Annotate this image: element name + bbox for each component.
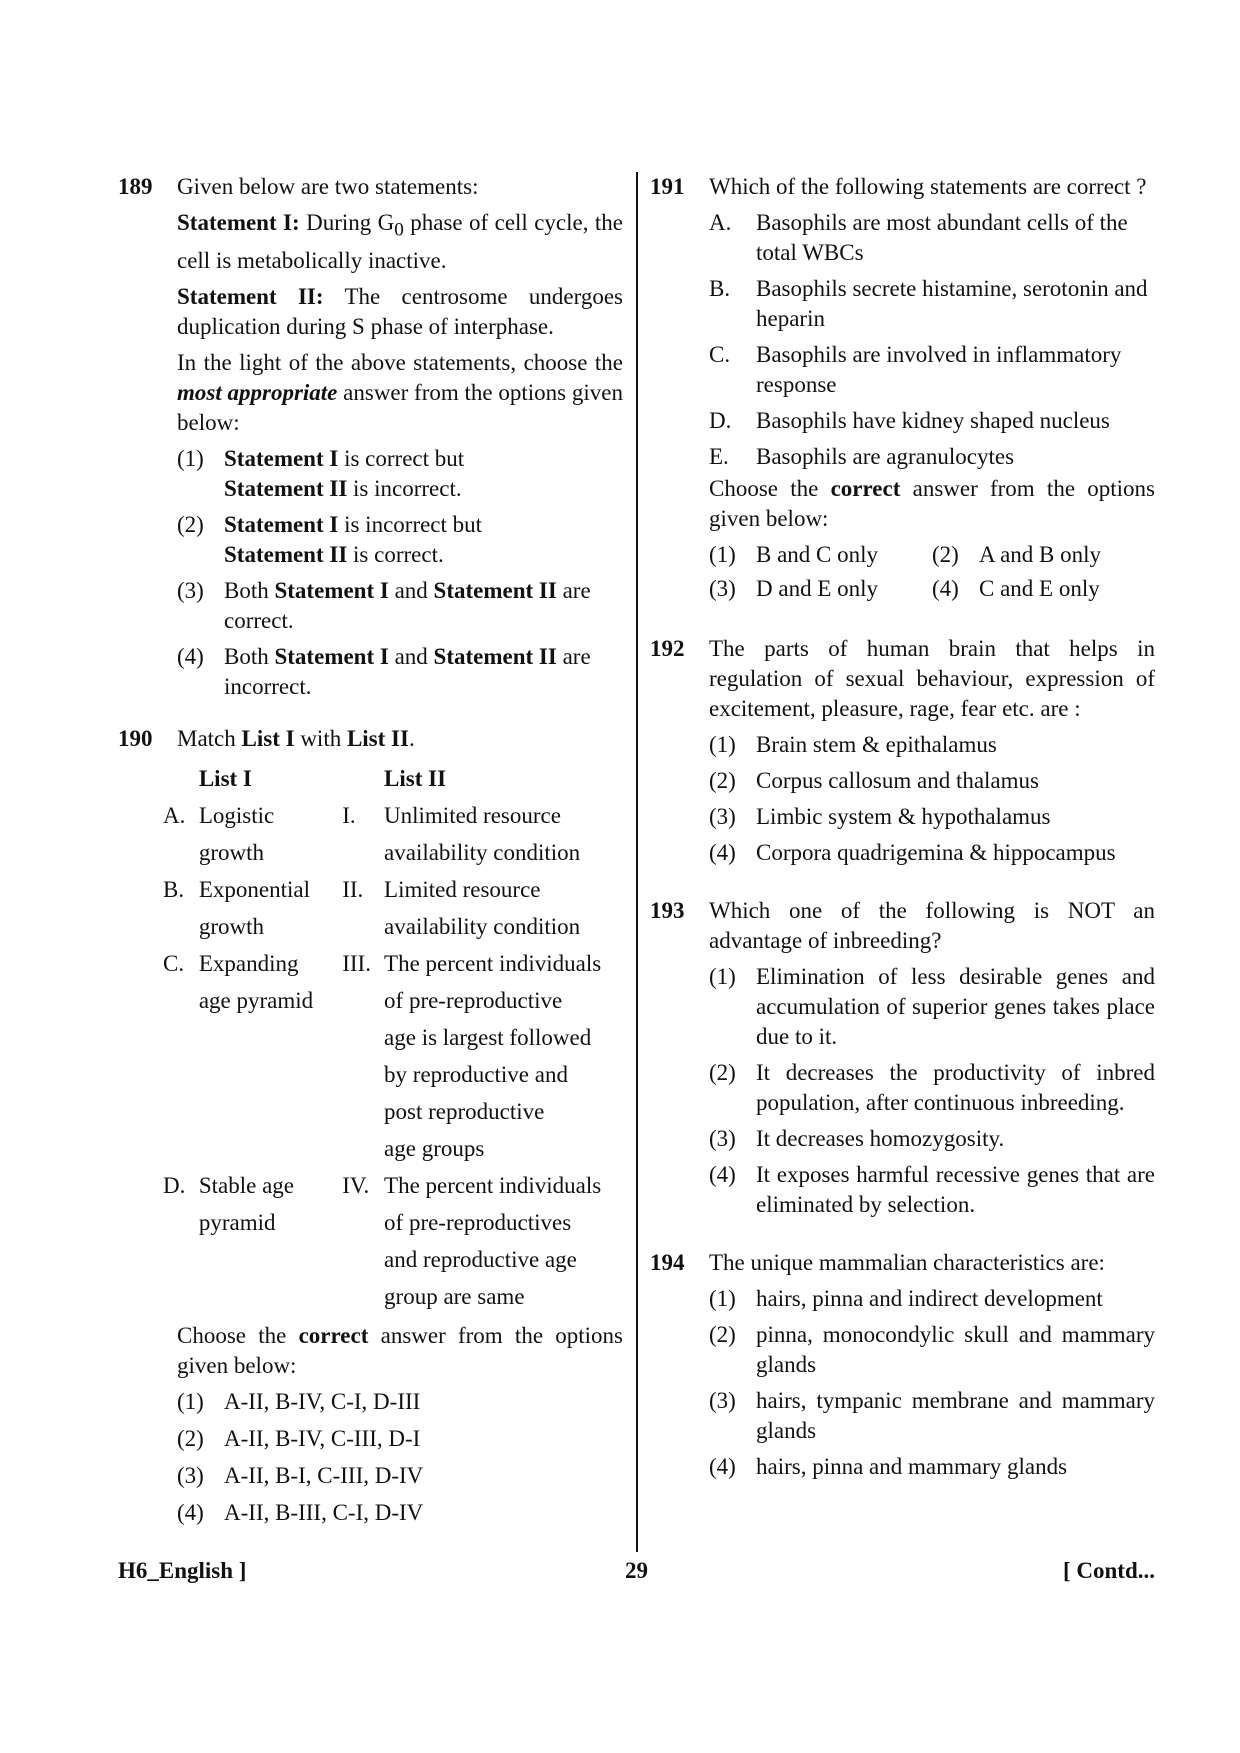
footer-contd: [ Contd... — [1062, 1558, 1155, 1583]
option-3[interactable] — [709, 574, 932, 604]
instruction-text: answer from the options given below: — [709, 476, 1155, 531]
statement-label: Statement II: — [177, 283, 324, 309]
option-key: (2) — [709, 768, 736, 793]
option-3[interactable] — [709, 802, 1155, 832]
item-line: of pre-reproductive — [384, 987, 563, 1013]
match-row-b — [163, 871, 623, 945]
option-text: is incorrect but — [338, 511, 483, 537]
instruction — [709, 474, 1155, 534]
statement-1 — [177, 208, 623, 276]
option-text: Both — [224, 643, 275, 669]
question-190 — [118, 724, 623, 1528]
item-key: B. — [709, 276, 731, 301]
option-2[interactable] — [932, 540, 1155, 570]
match-header — [163, 760, 623, 797]
option-1[interactable] — [177, 1387, 623, 1417]
option-text: A-II, B-III, C-I, D-IV — [224, 1499, 424, 1525]
item-line: The percent individuals — [384, 1172, 602, 1198]
option-text: B and C only — [756, 542, 879, 567]
option-row — [709, 540, 1155, 570]
item-line: group are same — [384, 1283, 525, 1309]
row-key: D. — [163, 1172, 186, 1198]
option-text: Limbic system & hypothalamus — [756, 804, 1051, 829]
option-text: is correct but — [338, 445, 465, 471]
subscript: 0 — [394, 219, 404, 241]
left-column — [118, 172, 623, 1535]
question-191 — [650, 172, 1155, 604]
instruction-emphasis: most appropriate — [177, 379, 338, 405]
question-number: 192 — [650, 636, 685, 661]
question-stem: The unique mammalian characteristics are: — [709, 1250, 1105, 1275]
row-key: III. — [342, 950, 371, 976]
question-189 — [118, 172, 623, 702]
option-1[interactable] — [709, 730, 1155, 760]
option-key: (1) — [177, 1388, 204, 1414]
option-2[interactable] — [177, 510, 623, 570]
item-line: availability condition — [384, 913, 581, 939]
option-text: Corpus callosum and thalamus — [756, 768, 1039, 793]
stem-text: . — [408, 725, 415, 751]
row-key: IV. — [342, 1172, 370, 1198]
option-text: is correct. — [347, 541, 444, 567]
option-1[interactable] — [177, 444, 623, 504]
option-key: (4) — [177, 643, 204, 669]
statement-text: The centrosome undergoes duplication during S phase of interphase. — [177, 283, 623, 339]
instruction — [177, 1321, 623, 1381]
option-3[interactable] — [177, 576, 623, 636]
item-text: Basophils secrete histamine, serotonin and heparin — [756, 276, 1148, 331]
page-footer — [118, 1556, 1155, 1590]
row-key: II. — [342, 876, 364, 902]
instruction-text: Choose the — [709, 476, 831, 501]
option-4[interactable] — [709, 838, 1155, 868]
item-line: by reproductive and — [384, 1061, 568, 1087]
option-4[interactable] — [709, 1452, 1155, 1482]
question-number: 189 — [118, 174, 153, 199]
question-192 — [650, 634, 1155, 868]
item-line: post reproductive — [384, 1098, 545, 1124]
statement-a — [709, 208, 1155, 268]
list-2-item — [384, 945, 623, 1167]
item-line: Expanding — [198, 950, 299, 976]
option-text: are correct. — [224, 577, 591, 633]
option-key: (4) — [709, 1162, 736, 1187]
list-2-item — [384, 1167, 623, 1315]
option-text: hairs, pinna and mammary glands — [756, 1454, 1068, 1479]
option-key: (3) — [709, 1126, 736, 1151]
item-line: and reproductive age — [384, 1246, 577, 1272]
match-row-a — [163, 797, 623, 871]
option-text: It decreases homozygosity. — [756, 1126, 1005, 1151]
option-1[interactable] — [709, 1284, 1155, 1314]
option-text: pinna, monocondylic skull and mammary glands — [756, 1322, 1155, 1377]
stem-bold: List II — [346, 725, 409, 751]
question-number: 193 — [650, 898, 685, 923]
item-text: Basophils are agranulocytes — [756, 444, 1015, 469]
option-bold: Statement II — [433, 577, 557, 603]
option-key: (2) — [932, 542, 959, 567]
statement-text: During G — [299, 210, 395, 235]
item-line: growth — [198, 913, 265, 939]
item-line: Exponential — [198, 876, 310, 902]
list-1-item — [199, 871, 342, 945]
question-number: 191 — [650, 174, 685, 199]
question-193 — [650, 896, 1155, 1220]
item-line: of pre-reproductives — [384, 1209, 572, 1235]
option-key: (4) — [709, 1454, 736, 1479]
option-text: A and B only — [979, 542, 1102, 567]
option-3[interactable] — [709, 1386, 1155, 1446]
option-text: hairs, tympanic membrane and mammary glands — [756, 1388, 1155, 1443]
option-key: (1) — [709, 1286, 736, 1311]
column-divider — [636, 172, 638, 1552]
option-2[interactable] — [177, 1424, 623, 1454]
match-table — [163, 760, 623, 1315]
item-line: growth — [198, 839, 265, 865]
item-line: age is largest followed — [384, 1024, 592, 1050]
item-key: C. — [709, 342, 731, 367]
option-key: (1) — [709, 732, 736, 757]
option-text: Elimination of less desirable genes and accumulation of superior genes takes place due to it. — [756, 964, 1155, 1049]
option-3[interactable] — [709, 1124, 1155, 1154]
option-text: hairs, pinna and indirect development — [756, 1286, 1103, 1311]
stem-text: Match — [177, 725, 242, 751]
option-key: (2) — [177, 511, 204, 537]
statement-c — [709, 340, 1155, 400]
stem-text: with — [294, 725, 347, 751]
question-stem: Which one of the following is NOT an advantage of inbreeding? — [709, 898, 1155, 953]
option-1[interactable] — [709, 962, 1155, 1052]
statement-d — [709, 406, 1155, 436]
instruction-text: answer from the options given below: — [177, 379, 623, 435]
list-1-item — [199, 945, 342, 1167]
question-number: 194 — [650, 1250, 685, 1275]
item-line: availability condition — [384, 839, 581, 865]
option-key: (1) — [709, 542, 736, 567]
option-key: (4) — [932, 576, 959, 601]
option-key: (1) — [177, 445, 204, 471]
option-key: (3) — [177, 577, 204, 603]
footer-code: H6_English ] — [118, 1558, 247, 1583]
option-3[interactable] — [177, 1461, 623, 1491]
item-key: D. — [709, 408, 732, 433]
row-key: I. — [342, 802, 356, 828]
option-key: (3) — [709, 576, 736, 601]
instruction — [177, 348, 623, 438]
item-line: age groups — [384, 1135, 485, 1161]
option-2[interactable] — [709, 1320, 1155, 1380]
stem-bold: List I — [241, 725, 295, 751]
list-1-header: List I — [198, 765, 252, 791]
list-2-item — [384, 871, 623, 945]
option-bold: Statement II — [224, 475, 348, 501]
list-1-item — [199, 1167, 342, 1315]
option-text: are incorrect. — [224, 643, 591, 699]
statement-label: Statement I: — [177, 210, 300, 235]
right-column — [650, 172, 1155, 1488]
statement-e — [709, 442, 1155, 472]
item-line: The percent individuals — [384, 950, 602, 976]
option-key: (3) — [709, 804, 736, 829]
question-stem — [177, 724, 623, 754]
option-text: A-II, B-IV, C-I, D-III — [224, 1388, 421, 1414]
option-key: (2) — [709, 1060, 736, 1085]
option-key: (3) — [177, 1462, 204, 1488]
option-bold: Statement I — [224, 445, 339, 471]
option-text: It exposes harmful recessive genes that are eliminated by selection. — [756, 1162, 1155, 1217]
option-text: is incorrect. — [347, 475, 462, 501]
match-row-c — [163, 945, 623, 1167]
option-text: A-II, B-I, C-III, D-IV — [224, 1462, 424, 1488]
list-2-header: List II — [384, 765, 447, 791]
item-text: Basophils have kidney shaped nucleus — [756, 408, 1110, 433]
list-1-item — [199, 797, 342, 871]
row-key: A. — [163, 802, 186, 828]
item-key: E. — [709, 444, 729, 469]
question-stem: Given below are two statements: — [177, 174, 479, 199]
option-1[interactable] — [709, 540, 932, 570]
instruction-text: Choose the — [177, 1322, 299, 1348]
item-key: A. — [709, 210, 732, 235]
option-bold: Statement I — [274, 643, 389, 669]
instruction-bold: correct — [298, 1322, 369, 1348]
option-key: (3) — [709, 1388, 736, 1413]
option-text: Both — [224, 577, 275, 603]
option-key: (1) — [709, 964, 736, 989]
instruction-bold: correct — [830, 476, 901, 501]
option-bold: Statement II — [433, 643, 557, 669]
item-text: Basophils are most abundant cells of the total WBCs — [756, 210, 1128, 265]
statement-2 — [177, 282, 623, 342]
question-number: 190 — [118, 725, 153, 751]
option-bold: Statement II — [224, 541, 348, 567]
option-text: and — [388, 577, 434, 603]
item-line: Limited resource — [384, 876, 541, 902]
option-text: It decreases the productivity of inbred population, after continuous inbreeding. — [756, 1060, 1155, 1115]
item-line: Logistic — [198, 802, 275, 828]
row-key: C. — [163, 950, 185, 976]
row-key: B. — [163, 876, 185, 902]
option-text: Corpora quadrigemina & hippocampus — [756, 840, 1116, 865]
option-4[interactable] — [177, 1498, 623, 1528]
option-2[interactable] — [709, 1058, 1155, 1118]
option-text: Brain stem & epithalamus — [756, 732, 997, 757]
match-row-d — [163, 1167, 623, 1315]
item-text: Basophils are involved in inflammatory response — [756, 342, 1122, 397]
option-key: (4) — [177, 1499, 204, 1525]
item-line: Stable age — [198, 1172, 294, 1198]
option-text: and — [388, 643, 434, 669]
question-stem: The parts of human brain that helps in regulation of sexual behaviour, expression of excitement, pleasure, rage, fear etc. are : — [709, 636, 1155, 721]
option-4[interactable] — [932, 574, 1155, 604]
option-4[interactable] — [177, 642, 623, 702]
option-key: (2) — [177, 1425, 204, 1451]
statement-b — [709, 274, 1155, 334]
page-number: 29 — [625, 1558, 648, 1583]
instruction-text: answer from the options given below: — [177, 1322, 623, 1378]
item-line: age pyramid — [198, 987, 314, 1013]
list-2-item — [384, 797, 623, 871]
option-4[interactable] — [709, 1160, 1155, 1220]
option-row — [709, 574, 1155, 604]
option-bold: Statement I — [274, 577, 389, 603]
option-text: C and E only — [979, 576, 1100, 601]
item-line: Unlimited resource — [384, 802, 561, 828]
question-194 — [650, 1248, 1155, 1482]
statement-text: phase of cell cycle, the cell is metabolically inactive. — [177, 210, 623, 273]
item-line: pyramid — [198, 1209, 276, 1235]
option-text: A-II, B-IV, C-III, D-I — [224, 1425, 421, 1451]
question-stem: Which of the following statements are correct ? — [709, 174, 1147, 199]
option-text: D and E only — [756, 576, 879, 601]
instruction-text: In the light of the above statements, choose the — [177, 349, 623, 375]
option-bold: Statement I — [224, 511, 339, 537]
option-2[interactable] — [709, 766, 1155, 796]
option-key: (4) — [709, 840, 736, 865]
option-key: (2) — [709, 1322, 736, 1347]
